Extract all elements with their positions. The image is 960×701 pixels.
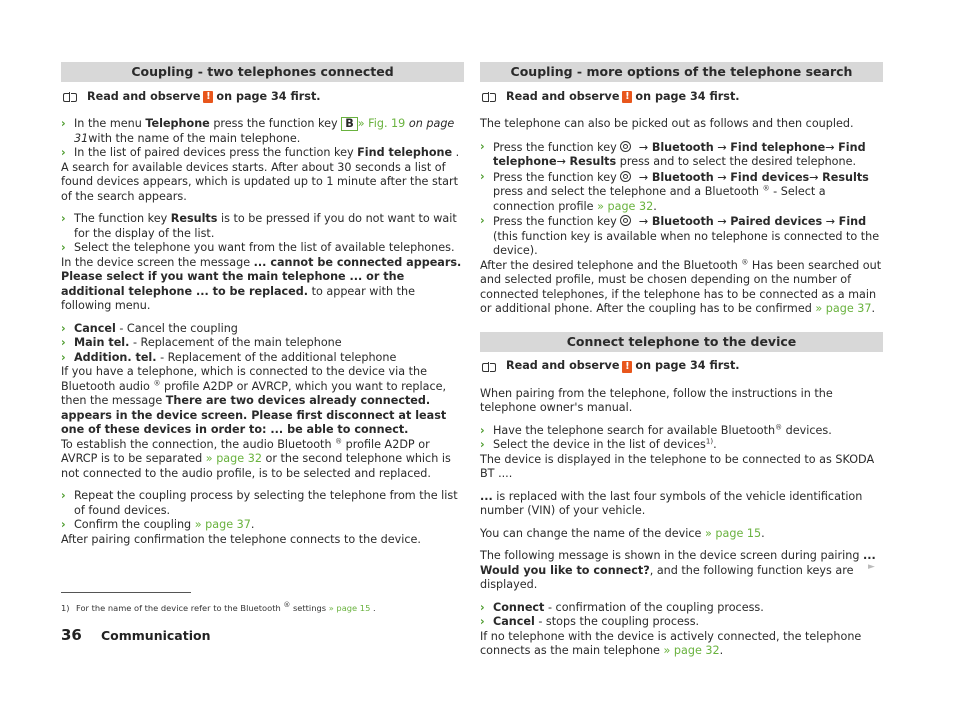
right-column [480, 62, 883, 659]
section-title: Connect telephone to the device [480, 332, 883, 352]
paragraph: If you have a telephone, which is connected to the device via the Bluetooth audio ® profile A2DP or AVRCP, which you want to replace, then the message There are two devices already connected. appears in the device screen. Please first disconnect at least one of these devices in order to: ... be able to connect. [61, 365, 447, 436]
step-item: › Select the device in the list of devices$^{1)}$. [480, 437, 717, 451]
chevron-right-icon: › [61, 489, 66, 502]
paragraph: When pairing from the telephone, follow the instructions in the telephone owner's manual. [480, 386, 833, 414]
read-and-observe: Read and observe ! on page 34 first. [480, 360, 883, 374]
chevron-right-icon: › [480, 600, 485, 614]
chevron-right-icon: › [61, 321, 66, 335]
step-item: › Repeat the coupling process by selecting the telephone from the list of found devices. [61, 489, 458, 517]
step-item: › Confirm the coupling » page 37. [61, 518, 255, 531]
left-column [61, 62, 464, 547]
chevron-right-icon: › [61, 518, 66, 531]
book-icon [482, 92, 496, 102]
settings-gear-icon [620, 141, 631, 152]
paragraph: ... is replaced with the last four symbols of the vehicle identification number (VIN) of your vehicle. [480, 489, 863, 517]
option-item: › Main tel. - Replacement of the main telephone [61, 336, 342, 349]
step-item: › In the list of paired devices press the function key Find telephone . [61, 146, 460, 159]
chevron-right-icon: › [61, 146, 66, 159]
continue-triangle-icon: ► [868, 562, 875, 572]
chevron-right-icon: › [61, 212, 66, 225]
page-link[interactable]: » page 15 [704, 526, 762, 540]
step-item: › In the menu Telephone press the function key B » Fig. 19 on page 31with the name of the main telephone. [61, 117, 455, 145]
paragraph: The following message is shown in the device screen during pairing ... Would you like to connect?, and the following function keys are displayed. [480, 549, 876, 591]
option-item: › Cancel - stops the coupling process. [480, 615, 700, 628]
paragraph: In the device screen the message ... cannot be connected appears. Please select if you want the main telephone ... or the additional telephone ... to be replaced. to appear with the following menu. [61, 255, 462, 312]
chevron-right-icon: › [480, 438, 485, 451]
chevron-right-icon: › [61, 117, 66, 130]
option-item: › Addition. tel. - Replacement of the additional telephone [61, 350, 397, 364]
chevron-right-icon: › [480, 214, 485, 227]
page-link[interactable]: » page 32 [597, 199, 654, 213]
chevron-right-icon: › [61, 336, 66, 349]
paragraph: The telephone can also be picked out as follows and then coupled. [480, 117, 854, 130]
page-link[interactable]: » page 32 [205, 452, 262, 465]
page-link[interactable]: » page 37 [815, 302, 872, 315]
settings-gear-icon [620, 215, 631, 226]
fig-link[interactable]: » Fig. 19 [357, 117, 406, 130]
footnote-ref[interactable]: 1) [705, 437, 714, 446]
step-item: › Select the telephone you want from the list of available telephones. [61, 241, 455, 254]
chevron-right-icon: › [61, 241, 66, 254]
page-link[interactable]: » page 37 [194, 518, 251, 531]
option-item: › Cancel - Cancel the coupling [61, 321, 238, 335]
function-key-b: B [341, 117, 358, 131]
page-number: 36 [61, 626, 82, 644]
footnote-divider [61, 592, 191, 593]
page-link[interactable]: » page 32 [663, 644, 720, 657]
paragraph: After the desired telephone and the Bluetooth ® Has been searched out and selected profile, must be chosen depending on the number of connected telephones, if the telephone has to be connected as a main or additional phone. After the coupling has to be confirmed » page 37. [480, 257, 882, 315]
chevron-right-icon: › [480, 169, 485, 183]
chevron-right-icon: › [480, 423, 485, 437]
paragraph: The device is displayed in the telephone to be connected to as SKODA BT .... [480, 452, 875, 480]
page-link[interactable]: » page 15 [328, 603, 371, 613]
footnote: 1) For the name of the device refer to the Bluetooth ® settings » page 15 . [61, 601, 376, 613]
exclamation-icon: ! [622, 361, 632, 373]
paragraph: To establish the connection, the audio Bluetooth ® profile A2DP or AVRCP is to be separated » page 32 or the second telephone which is not connected to the audio profile, is to be selected and replaced. [61, 436, 451, 480]
chevron-right-icon: › [480, 615, 485, 628]
step-item: › The function key Results is to be pressed if you do not want to wait for the display of the list. [61, 212, 457, 240]
option-item: › Connect - confirmation of the coupling process. [480, 600, 764, 614]
section-title: Coupling - more options of the telephone search [480, 62, 883, 82]
read-and-observe: Read and observe ! on page 34 first. [61, 90, 464, 104]
chevron-right-icon: › [61, 350, 66, 364]
paragraph: A search for available devices starts. After about 30 seconds a list of found devices appears, which is updated up to 1 minute after the start of the search appears. [61, 160, 459, 203]
exclamation-icon: ! [203, 91, 213, 103]
step-item: › Press the function key → Bluetooth → Find telephone→ Find telephone→ Results press and to select the desired telephone. [480, 139, 866, 168]
book-icon [482, 362, 496, 372]
settings-gear-icon [620, 171, 631, 182]
chevron-right-icon: › [480, 139, 485, 153]
paragraph: If no telephone with the device is actively connected, the telephone connects as the main telephone » page 32. [480, 629, 862, 657]
book-icon [63, 92, 77, 102]
read-and-observe: Read and observe ! on page 34 first. [480, 90, 883, 104]
step-item: › Have the telephone search for available Bluetooth® devices. [480, 422, 832, 437]
exclamation-icon: ! [622, 91, 632, 103]
chapter-name: Communication [101, 628, 211, 643]
step-item: › Press the function key → Bluetooth → Find devices→ Results press and select the telephone and a Bluetooth ® - Select a connection profile » page 32. [480, 169, 869, 213]
paragraph: After pairing confirmation the telephone connects to the device. [61, 532, 421, 546]
section-title: Coupling - two telephones connected [61, 62, 464, 82]
step-item: › Press the function key → Bluetooth → Paired devices → Find (this function key is available when no telephone is connected to the device). [480, 214, 880, 257]
paragraph: You can change the name of the device » page 15. [480, 526, 765, 540]
